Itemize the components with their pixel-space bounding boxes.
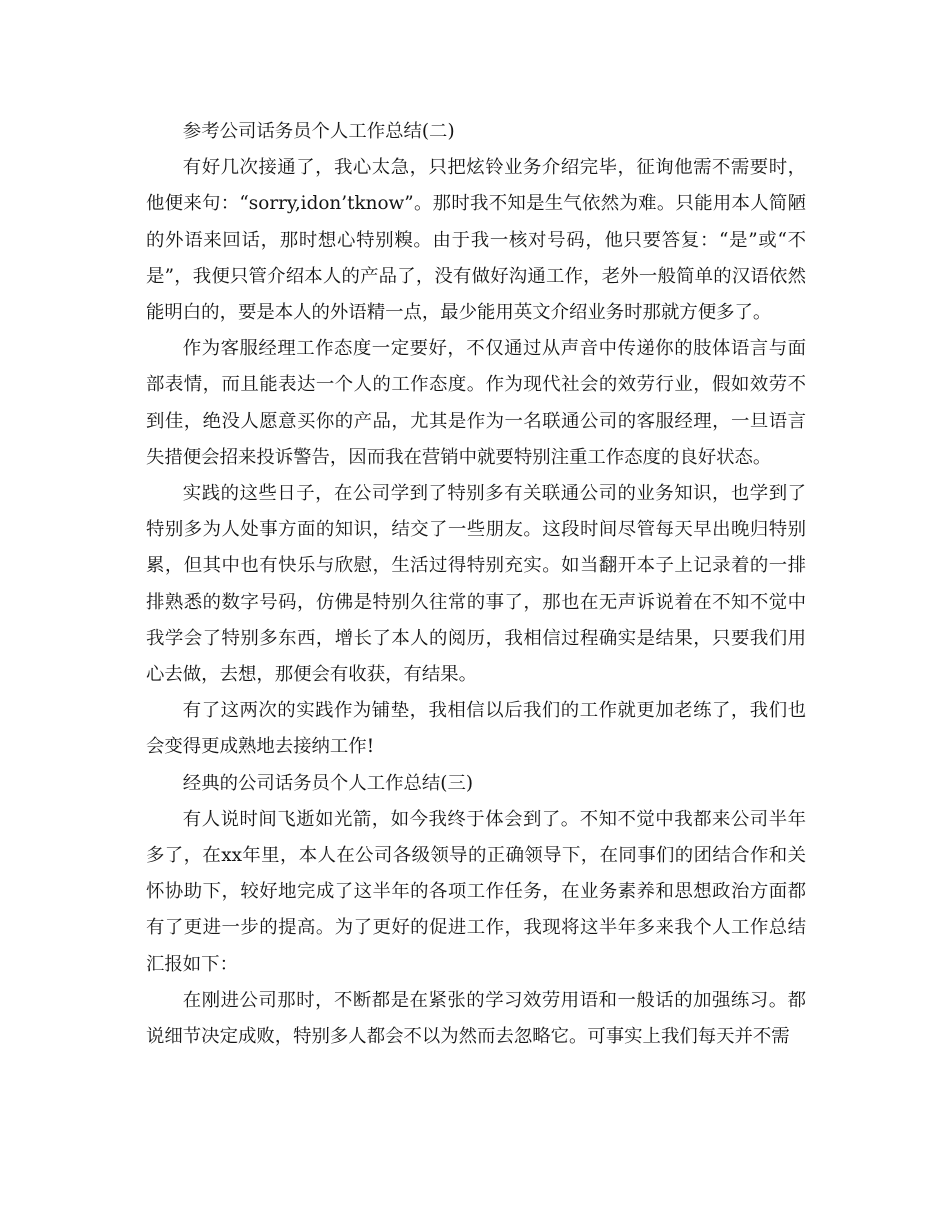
section-heading-3: 经典的公司话务员个人工作总结(三): [182, 772, 474, 794]
paragraph-4: 有了这两次的实践作为铺垫，我相信以后我们的工作就更加老练了，我们也会变得更成熟地去接纳工作!: [146, 700, 806, 758]
paragraph-1: 有好几次接通了，我心太急，只把炫铃业务介绍完毕，征询他需不需要时，他便来句：“sorry,idon’tknow”。那时我不知是生气依然为难。只能用本人简陋的外语来回话，那时想心特别糗。由于我一核对号码，他只要答复：“是”或“不是”，我便只管介绍本人的产品了，没有做好沟通工作，老外一般简单的汉语依然能明白的，要是本人的外语精一点，最少能用英文介绍业务时那就方便多了。: [146, 157, 806, 324]
paragraph-3: 实践的这些日子，在公司学到了特别多有关联通公司的业务知识，也学到了特别多为人处事方面的知识，结交了一些朋友。这段时间尽管每天早出晚归特别累，但其中也有快乐与欣慰，生活过得特别充实。如当翻开本子上记录着的一排排熟悉的数字号码，仿佛是特别久往常的事了，那也在无声诉说着在不知不觉中我学会了特别多东西，增长了本人的阅历，我相信过程确实是结果，只要我们用心去做，去想，那便会有收获，有结果。: [146, 483, 806, 686]
paragraph-5: 有人说时间飞逝如光箭，如今我终于体会到了。不知不觉中我都来公司半年多了，在xx年里，本人在公司各级领导的正确领导下，在同事们的团结合作和关怀协助下，较好地完成了这半年的各项工作任务，在业务素养和思想政治方面都有了更进一步的提高。为了更好的促进工作，我现将这半年多来我个人工作总结汇报如下：: [146, 808, 806, 975]
paragraph-6: 在刚进公司那时，不断都是在紧张的学习效劳用语和一般话的加强练习。都说细节决定成败，特别多人都会不以为然而去忽略它。可事实上我们每天并不需: [146, 989, 806, 1048]
document-body: [146, 114, 806, 1055]
section-heading-2: 参考公司话务员个人工作总结(二): [182, 121, 455, 142]
paragraph-2: 作为客服经理工作态度一定要好，不仅通过从声音中传递你的肢体语言与面部表情，而且能表达一个人的工作态度。作为现代社会的效劳行业，假如效劳不到佳，绝没人愿意买你的产品，尤其是作为一名联通公司的客服经理，一旦语言失措便会招来投诉警告，因而我在营销中就要特别注重工作态度的良好状态。: [146, 338, 806, 468]
